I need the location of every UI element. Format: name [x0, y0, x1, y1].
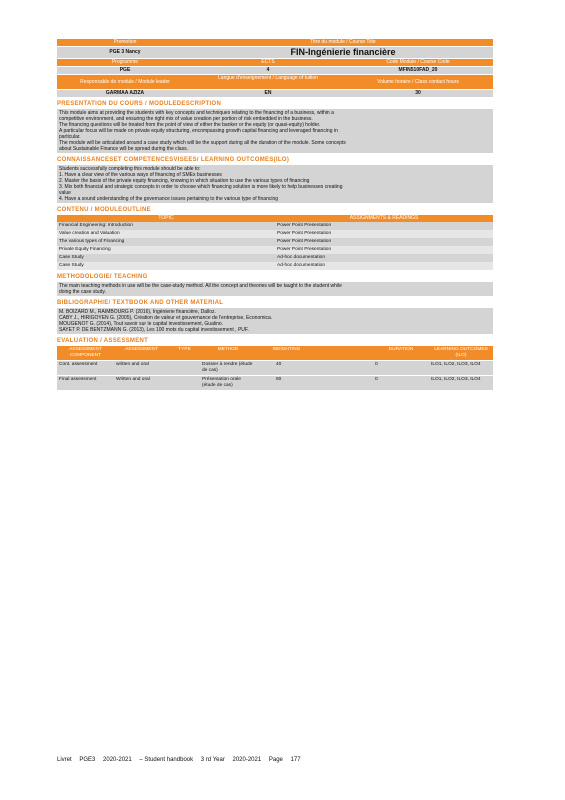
outcomes-line: 2. Master the basis of the private equity financing, knowing in which situation to use the various types of financing: [59, 178, 310, 184]
ects-value: 4: [193, 67, 343, 74]
assessment-cell: written and oral: [116, 362, 149, 367]
outcomes-title: CONNAISSANCESET COMPETENCESVISEES/ LEARNING OUTCOMES(ILO): [57, 157, 290, 163]
topic-cell: Value creation and Valuation: [59, 231, 120, 236]
code-value: MFIN510FAD_20: [343, 67, 493, 74]
table-row: [57, 262, 493, 270]
header-row-5: [57, 75, 493, 89]
spacer-cell: [317, 361, 373, 375]
component-header: ASSESSMENT COMPONENT: [69, 347, 102, 358]
outcome-cell: ILO1, ILO2, ILO3, ILO4: [431, 362, 481, 367]
language-value: EN: [193, 90, 343, 97]
header-row-6: [57, 90, 493, 97]
duration-header: DURATION: [388, 347, 414, 352]
language-label: Langue d'enseignement / Language of tuition: [193, 75, 343, 89]
spacer-header: [317, 346, 373, 360]
presentation-line: The module will be articulated around a case study which will be the support during all the duration of the module. Some concepts: [59, 140, 346, 146]
presentation-line: competitive environment, and ensuring the right mix of value creation per portion of risk embedded in the business.: [59, 116, 313, 122]
title-label: Titre du module / Course Title: [193, 39, 493, 46]
footer-year-level: 3 rd Year: [200, 757, 225, 763]
assignment-cell: Power Point Presentation: [277, 231, 332, 236]
assignment-cell: Ad-hoc documentation: [277, 263, 325, 268]
volume-label: Volume horaire / Class contact hours: [343, 75, 493, 89]
table-row: [57, 246, 493, 254]
bibliography-line: SAYET P. DE BENTZMANN G. (2013), Les 100 mots du capital investissement , PUF.: [59, 327, 249, 333]
outcomes-line: 1. Have a clear view of the various ways of financing of SMEs businesses: [59, 172, 222, 178]
topic-header: TOPIC: [57, 215, 275, 222]
outcomes-line: 4. Have a sound understanding of the governance issues pertaining to the various type of financing: [59, 196, 279, 202]
topic-cell: Case Study: [59, 263, 84, 268]
component-cell: Cont. assessment: [59, 362, 98, 367]
responsible-label: Responsable de module / Module leader: [57, 75, 193, 89]
code-label: Code Module / Course Code: [343, 59, 493, 66]
topic-cell: The various types of Financing: [59, 239, 125, 244]
presentation-line: The financing questions will be treated from the point of view of either the banker or the equity (or quasi-equity) holder.: [59, 122, 321, 128]
header-row-4: [57, 67, 493, 74]
method-cell: Dossier à rendre (étude de cas): [202, 362, 253, 373]
assignment-header: ASSIGNMENTS & READINGS: [275, 215, 493, 222]
promotion-value: PGE 3 Nancy: [57, 47, 193, 58]
presentation-text: [57, 109, 493, 153]
method-header: METHOD: [217, 347, 239, 352]
responsible-value: GARMAA AZIZA: [57, 90, 193, 97]
type-header: TYPE: [178, 347, 191, 352]
footer-handbook: – Student handbook: [139, 757, 194, 763]
table-row: [57, 376, 493, 390]
outline-header: [57, 215, 493, 222]
methodology-line: The main teaching methods in use will be the case-study method. All the concept and theories will be taught to the student while: [59, 283, 342, 289]
topic-cell: Case Study: [59, 255, 84, 260]
weighting-header: WEIGHTING: [272, 347, 301, 352]
evaluation-header: [57, 346, 493, 360]
outcomes-line: 3. Mix both financial and strategic concepts in order to choose which financing solution is more likely to help businesses creating: [59, 184, 343, 190]
table-row: [57, 222, 493, 230]
footer-booklet: Livret: [57, 757, 72, 763]
type-cell: [169, 361, 200, 375]
outcomes-line: Students successfully completing this module should be able to:: [59, 166, 201, 172]
bibliography-line: M. BOIZARD M., RAIMBOURG P. (2016), Ingénierie financière, Dalloz.: [59, 309, 216, 315]
outcomes-line: value: [59, 190, 71, 196]
presentation-line: This module aims at providing the students with key concepts and techniques relating to the financing of a business, within a: [59, 110, 334, 116]
footer-program: PGE3: [79, 757, 96, 763]
methodology-line: doing the case study.: [59, 289, 106, 295]
footer-page-label: Page: [268, 757, 283, 763]
presentation-title: PRESENTATION DU COURS / MODULEDESCRIPTION: [57, 101, 222, 107]
assessment-header: ASSESSMENT: [125, 347, 158, 352]
type-cell: [169, 376, 200, 390]
footer-year-range-2: 2020-2021: [232, 757, 262, 763]
methodology-title: METHODOLOGIE/ TEACHING: [57, 274, 148, 280]
module-sheet: [57, 39, 493, 390]
promotion-label: Promotion: [57, 39, 193, 46]
table-row: [57, 238, 493, 246]
presentation-line: about Sustainable Finance will be spread during the class.: [59, 146, 188, 152]
bibliography-title: BIBLIOGRAPHIE/ TEXTBOOK AND OTHER MATERIAL: [57, 300, 224, 306]
outcome-header: LEARNING OUTCOMES (ILO): [434, 347, 488, 358]
assignment-cell: Power Point Presentation: [277, 239, 332, 244]
topic-cell: Financial Engineering: Introduction: [59, 223, 133, 228]
topic-cell: Private Equity Financing: [59, 247, 111, 252]
assignment-cell: Power Point Presentation: [277, 223, 332, 228]
spacer-cell: [317, 376, 373, 390]
volume-value: 30: [343, 90, 493, 97]
method-cell: Présentation orale (étude de cas): [202, 377, 241, 388]
table-row: [57, 361, 493, 375]
component-cell: Final assessment: [59, 377, 97, 382]
ects-label: ECTS: [193, 59, 343, 66]
weighting-cell: 40: [276, 362, 282, 367]
assignment-cell: Power Point Presentation: [277, 247, 332, 252]
footer-year-range: 2020-2021: [103, 757, 132, 763]
outcomes-text: [57, 165, 493, 203]
evaluation-title: EVALUATION / ASSESSMENT: [57, 338, 149, 344]
assessment-cell: Written and oral: [116, 377, 150, 382]
header-row-2: [57, 47, 493, 58]
assignment-cell: Ad-hoc documentation: [277, 255, 325, 260]
duration-cell: 0: [375, 362, 378, 367]
methodology-text: [57, 282, 493, 296]
bibliography-line: MOUGENOT G. (2014), Tout savoir sur le capital investissement, Gualino.: [59, 321, 224, 327]
programme-value: PGE: [57, 67, 193, 74]
outline-title: CONTENU / MODULEOUTLINE: [57, 207, 151, 213]
bibliography-line: CABY J., HIRIGOYEN G. (2005), Création de valeur et gouvernance de l'entreprise, Economica.: [59, 315, 273, 321]
course-title: FIN-Ingénierie financière: [193, 47, 493, 58]
header-row-1: [57, 39, 493, 46]
page-number: 177: [290, 757, 301, 763]
weighting-cell: 60: [276, 377, 282, 382]
table-row: [57, 254, 493, 262]
presentation-line: particular.: [59, 134, 81, 140]
bibliography-text: [57, 308, 493, 334]
outcome-cell: ILO1, ILO2, ILO3, ILO4: [431, 377, 481, 382]
programme-label: Programme: [57, 59, 193, 66]
presentation-line: A particular focus will be made on private equity structuring, encompassing growth capital financing and leveraged financing in: [59, 128, 338, 134]
page-footer: [57, 757, 307, 763]
duration-cell: 0: [375, 377, 378, 382]
header-row-3: [57, 59, 493, 66]
table-row: [57, 230, 493, 238]
